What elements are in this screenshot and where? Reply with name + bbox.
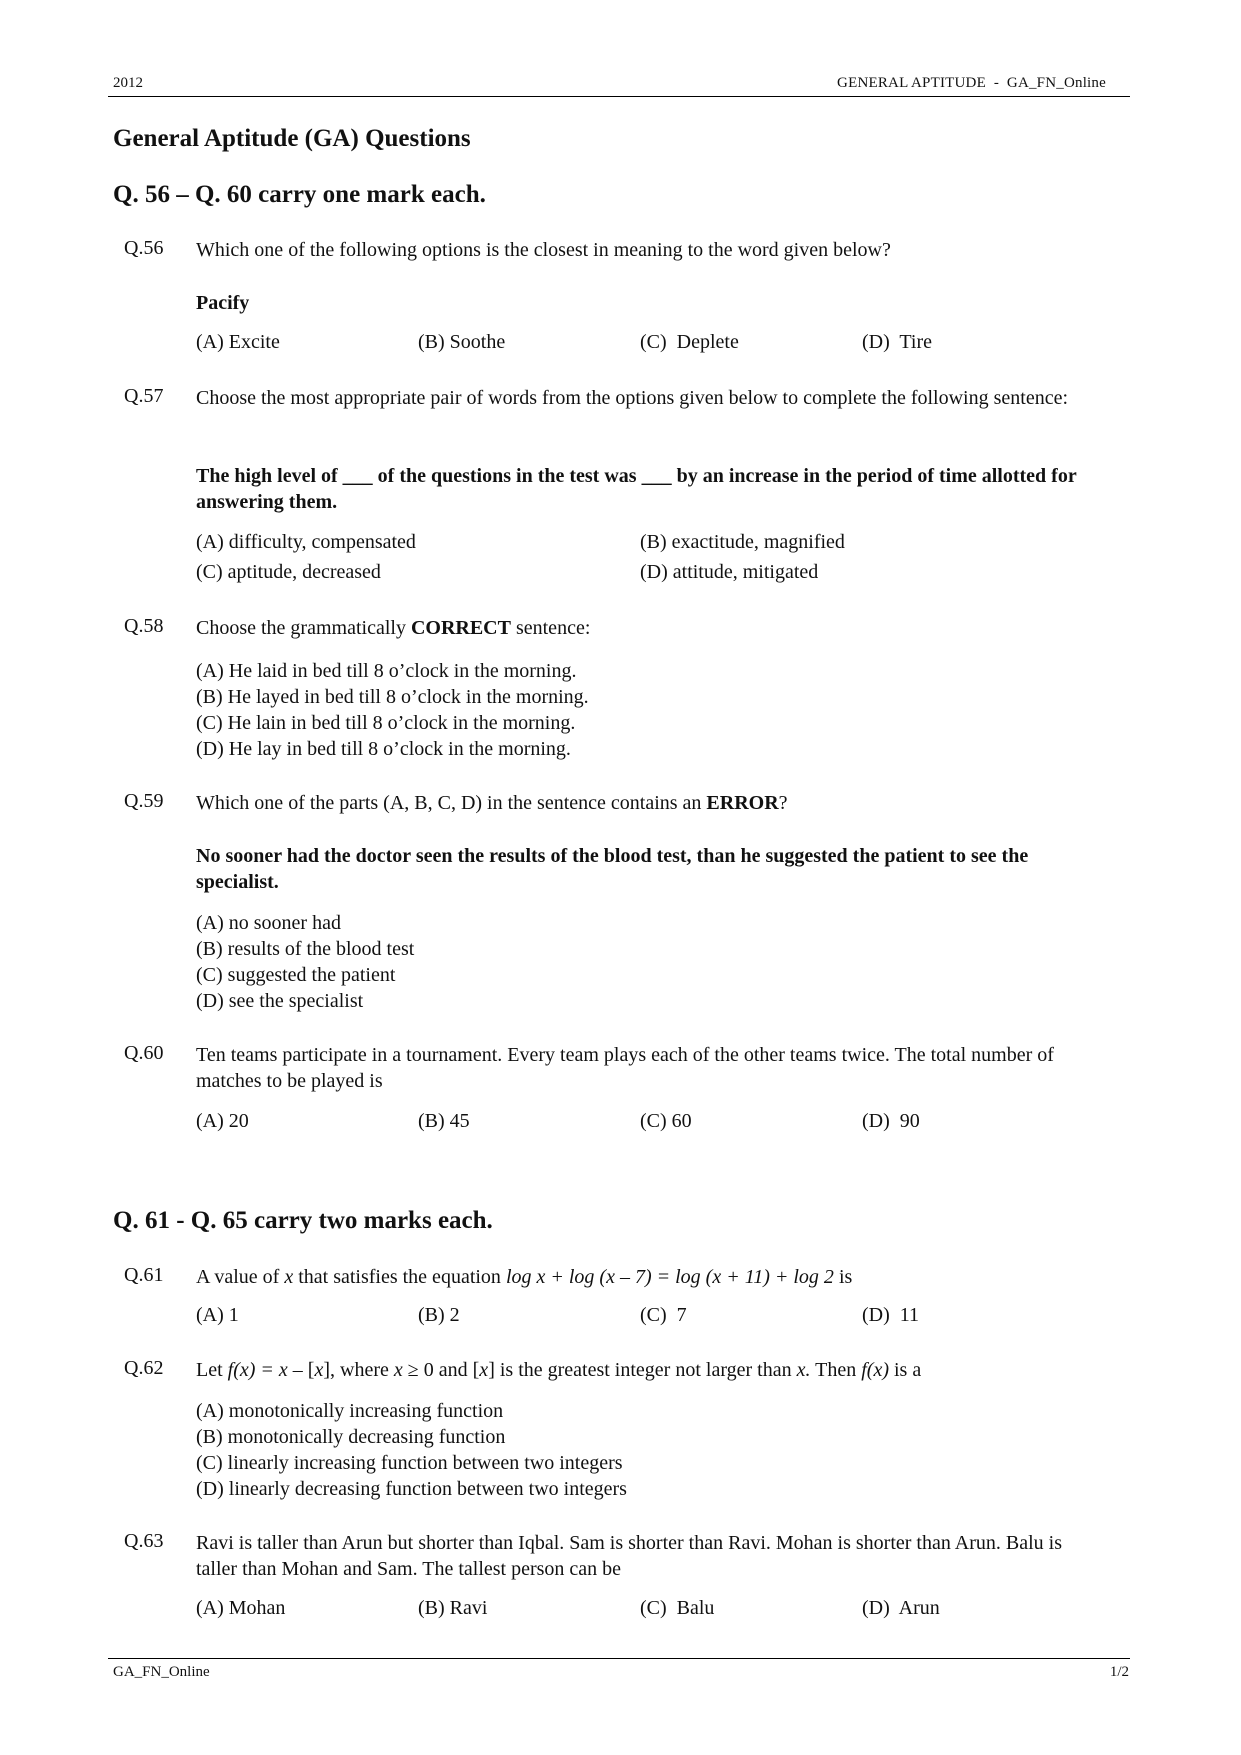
option-d: (D) linearly decreasing function between two integers — [196, 1478, 627, 1500]
group1-title: Q. 56 – Q. 60 carry one mark each. — [113, 181, 486, 208]
option-a: (A) Excite — [196, 331, 280, 353]
option-d: (D) Tire — [862, 331, 933, 353]
question-text: Ten teams participate in a tournament. Every team plays each of the other teams twice. The total number of matches to be played is — [196, 1044, 1054, 1092]
question-text: Choose the grammatically CORRECT sentence: — [196, 617, 591, 639]
header-title: GENERAL APTITUDE - GA_FN_Online — [837, 75, 1106, 91]
option-d: (D) see the specialist — [196, 990, 364, 1012]
option-d: (D) Arun — [862, 1597, 940, 1619]
option-c: (C) 7 — [640, 1304, 687, 1326]
option-d: (D) attitude, mitigated — [640, 561, 819, 583]
question-text: Which one of the parts (A, B, C, D) in the sentence contains an ERROR? — [196, 792, 788, 814]
option-c: (C) He lain in bed till 8 o’clock in the morning. — [196, 712, 576, 734]
option-a: (A) no sooner had — [196, 912, 341, 934]
option-b: (B) monotonically decreasing function — [196, 1426, 506, 1448]
option-list — [196, 658, 589, 762]
option-b: (B) Ravi — [418, 1597, 488, 1619]
question-number: Q.57 — [124, 385, 164, 407]
question-sentence: No sooner had the doctor seen the results of the blood test, than he suggested the patient to see the specialist. — [196, 845, 1029, 893]
option-b: (B) results of the blood test — [196, 938, 415, 960]
option-a: (A) 20 — [196, 1110, 249, 1132]
option-c: (C) Balu — [640, 1597, 715, 1619]
section-title: General Aptitude (GA) Questions — [113, 125, 471, 152]
option-d: (D) 90 — [862, 1110, 920, 1132]
page-number: 1/2 — [1109, 1664, 1129, 1680]
option-a: (A) Mohan — [196, 1597, 286, 1619]
question-text: Ravi is taller than Arun but shorter than Iqbal. Sam is shorter than Ravi. Mohan is shorter than Arun. Balu is taller than Mohan and Sam. The tallest person can be — [196, 1532, 1062, 1580]
option-b: (B) exactitude, magnified — [640, 531, 845, 553]
option-list — [196, 910, 414, 1014]
option-c: (C) linearly increasing function between two integers — [196, 1452, 623, 1474]
question-number: Q.56 — [124, 237, 164, 259]
question-number: Q.61 — [124, 1264, 164, 1286]
option-b: (B) 2 — [418, 1304, 460, 1326]
option-a: (A) difficulty, compensated — [196, 531, 416, 553]
question-number: Q.60 — [124, 1042, 164, 1064]
question-text: Choose the most appropriate pair of words from the options given below to complete the following sentence: — [196, 387, 1069, 409]
option-a: (A) monotonically increasing function — [196, 1400, 504, 1422]
option-d: (D) 11 — [862, 1304, 920, 1326]
option-b: (B) Soothe — [418, 331, 506, 353]
option-d: (D) He lay in bed till 8 o’clock in the morning. — [196, 738, 571, 760]
question-sentence: The high level of ___ of the questions in the test was ___ by an increase in the period of time allotted for answering them. — [196, 465, 1077, 513]
option-a: (A) 1 — [196, 1304, 239, 1326]
header-year: 2012 — [113, 75, 143, 91]
footer-label: GA_FN_Online — [113, 1664, 210, 1680]
question-text: Which one of the following options is the closest in meaning to the word given below? — [196, 239, 891, 261]
option-a: (A) He laid in bed till 8 o’clock in the morning. — [196, 660, 577, 682]
option-c: (C) suggested the patient — [196, 964, 396, 986]
option-c: (C) 60 — [640, 1110, 692, 1132]
question-number: Q.58 — [124, 615, 164, 637]
option-c: (C) aptitude, decreased — [196, 561, 381, 583]
footer-rule — [108, 1658, 1130, 1659]
question-text: A value of x that satisfies the equation log x + log (x – 7) = log (x + 11) + log 2 is — [196, 1266, 853, 1288]
question-number: Q.63 — [124, 1530, 164, 1552]
header-rule — [108, 96, 1130, 97]
option-list — [196, 1398, 627, 1502]
question-text: Let f(x) = x – [x], where x ≥ 0 and [x] is the greatest integer not larger than x. Then f(x) is a — [196, 1359, 922, 1381]
group2-title: Q. 61 - Q. 65 carry two marks each. — [113, 1207, 493, 1234]
question-number: Q.62 — [124, 1357, 164, 1379]
question-number: Q.59 — [124, 790, 164, 812]
option-b: (B) He layed in bed till 8 o’clock in the morning. — [196, 686, 589, 708]
option-c: (C) Deplete — [640, 331, 739, 353]
option-b: (B) 45 — [418, 1110, 470, 1132]
question-word: Pacify — [196, 292, 250, 314]
